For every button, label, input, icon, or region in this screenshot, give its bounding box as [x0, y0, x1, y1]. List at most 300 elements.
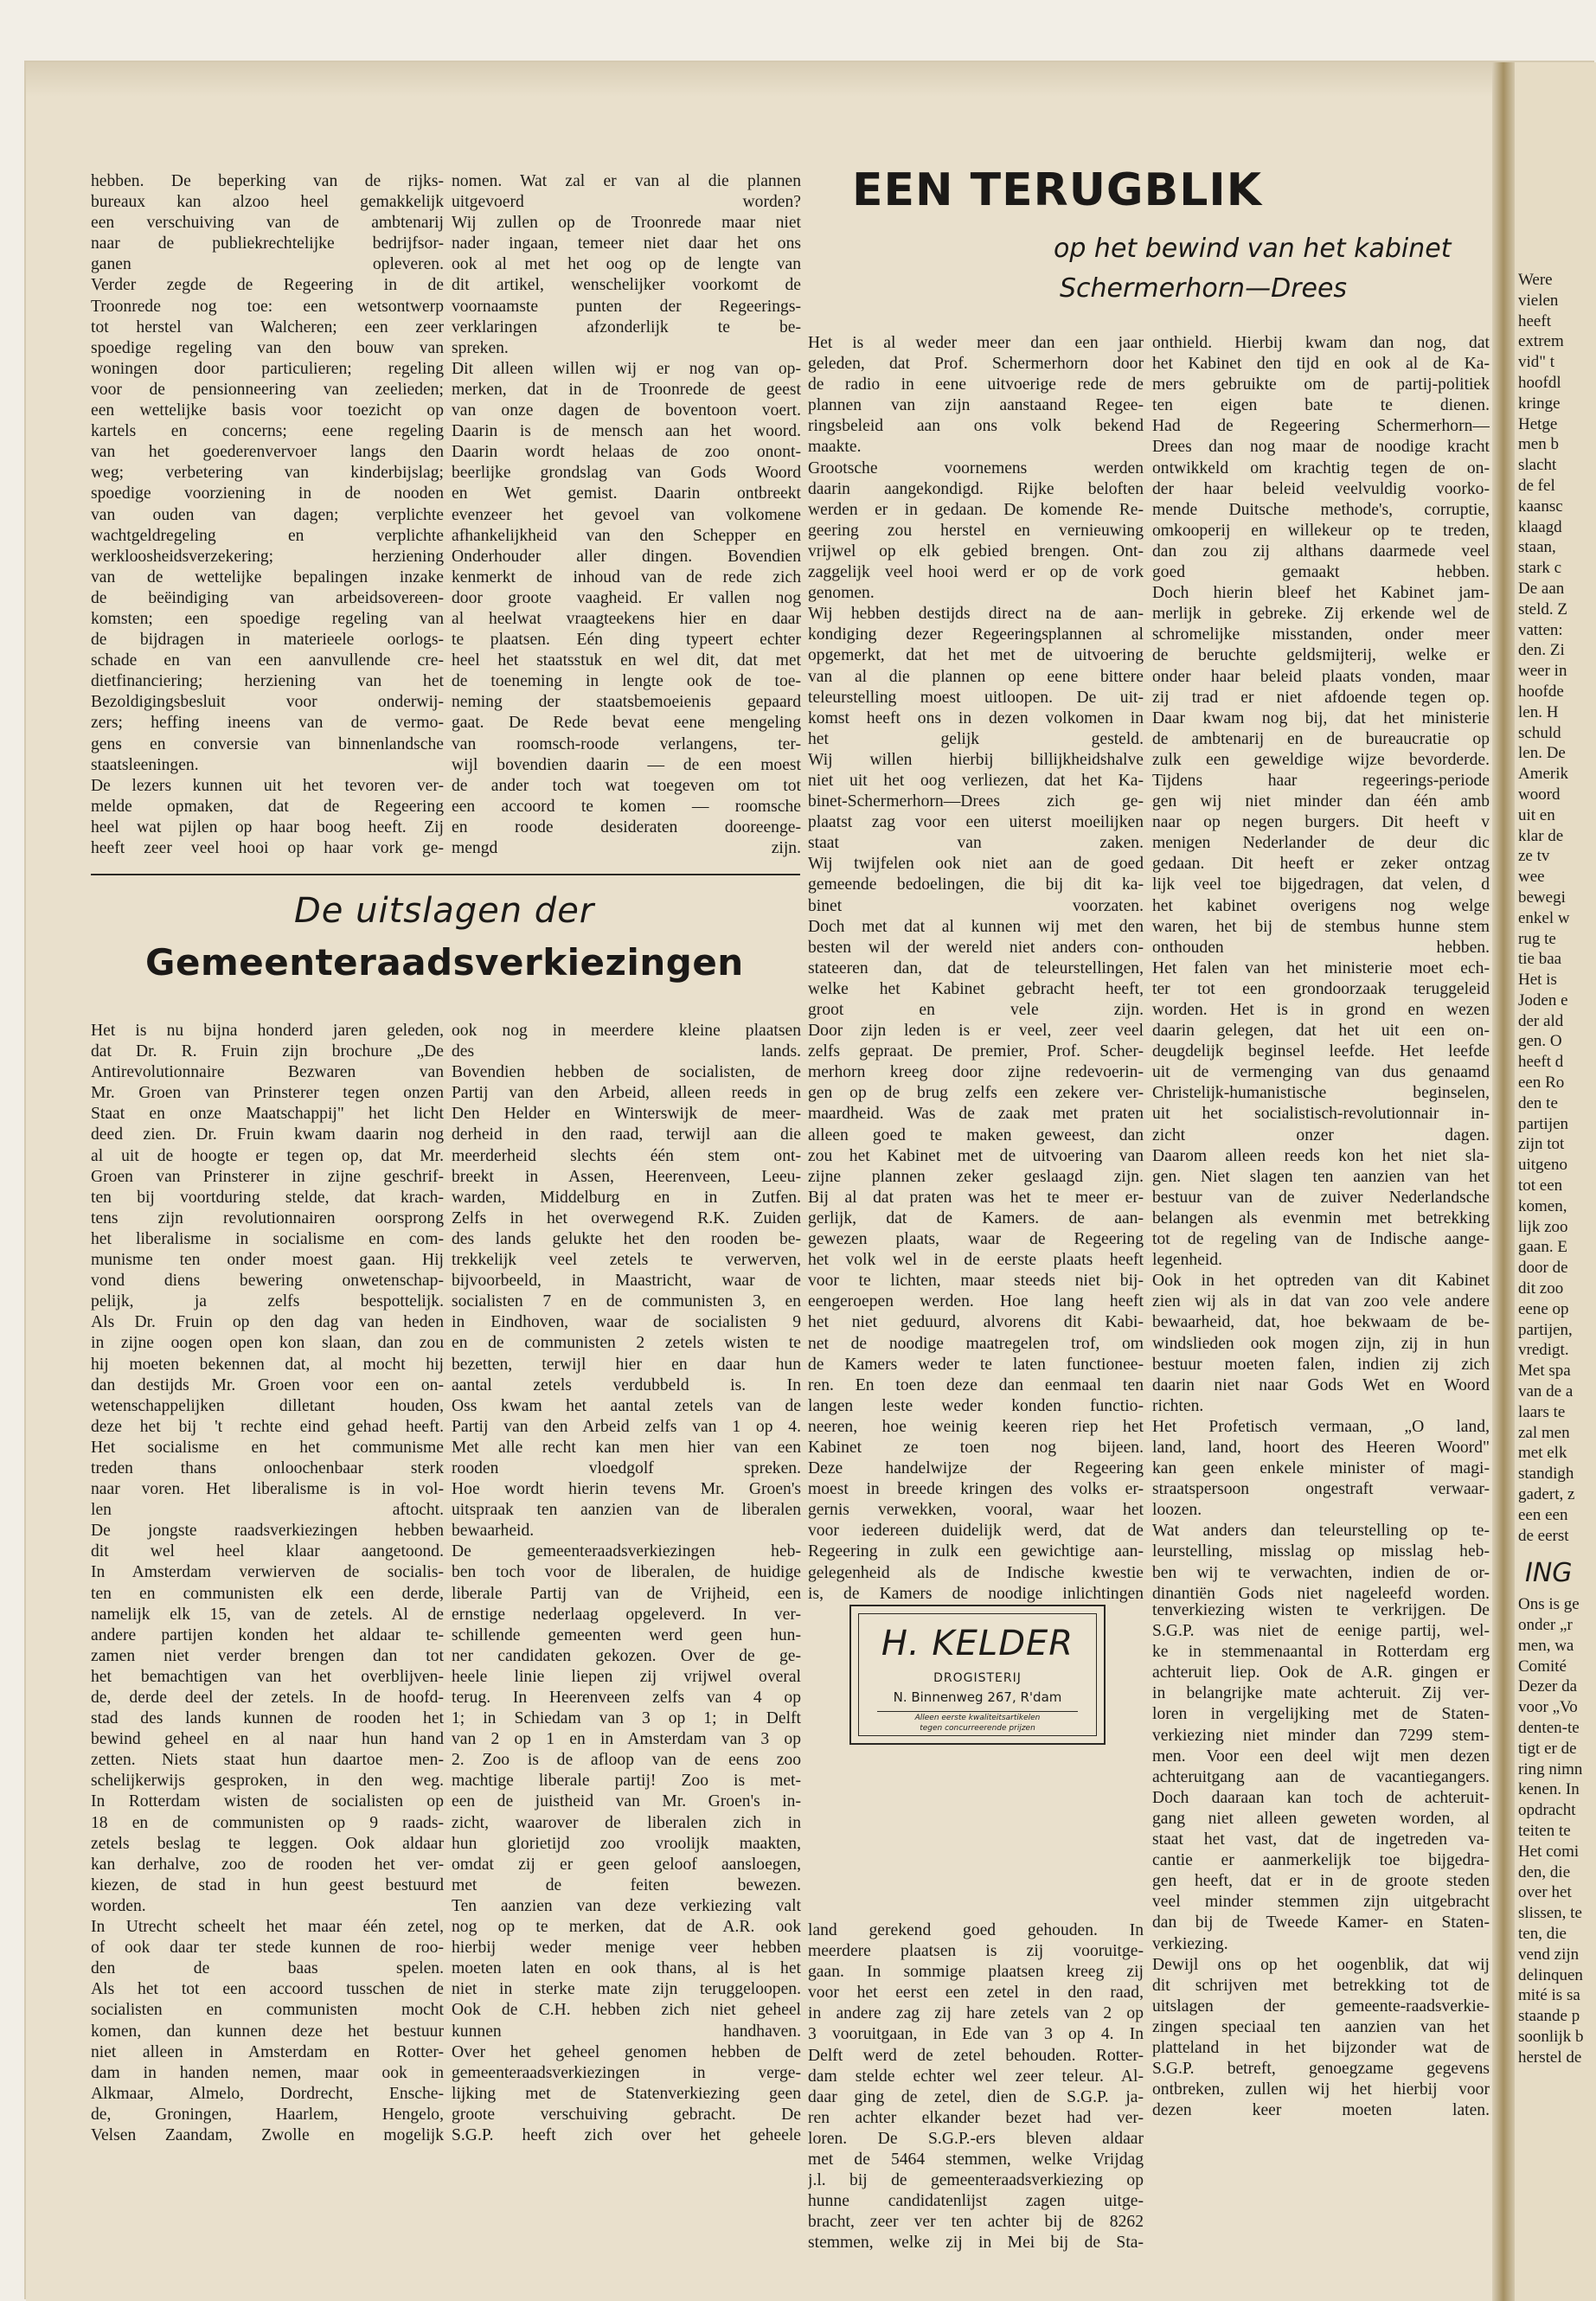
- text-line: hij moeten bekennen dat, al mocht hij: [91, 1355, 444, 1374]
- fragment-line: kenen. In: [1518, 1780, 1580, 1799]
- text-line: lijk veel toe bijgedragen, dat velen, d: [1152, 875, 1490, 894]
- text-line: 18 en de communisten op 9 raads-: [91, 1813, 444, 1832]
- text-line: moest in breede kringen des volks er-: [808, 1480, 1144, 1499]
- text-line: in belangrijke mate achteruit. Zij ver-: [1152, 1684, 1490, 1703]
- fragment-line: met elk: [1518, 1444, 1567, 1463]
- text-line: genomen.: [808, 584, 875, 603]
- text-line: worden.: [91, 1896, 146, 1915]
- text-line: net de noodige maatregelen trof, om: [808, 1334, 1144, 1353]
- text-line: aantal zetels verdubbeld is. In: [452, 1375, 801, 1394]
- fragment-line: zijn tot: [1518, 1135, 1565, 1154]
- fragment-line: een Ro: [1518, 1074, 1565, 1093]
- text-line: langen leste weder konden functio-: [808, 1396, 1144, 1415]
- text-line: zetten. Niets staat hun daartoe men-: [91, 1751, 444, 1770]
- text-line: Wij zullen op de Troonrede maar niet: [452, 214, 801, 233]
- text-line: S.G.P. was niet de eenige partij, wel-: [1152, 1622, 1490, 1641]
- text-line: waren, het bij de stembus hunne stem: [1152, 917, 1490, 936]
- text-line: den de baas spelen.: [91, 1959, 444, 1978]
- text-line: 2. Zoo is de afloop van de eens zoo: [452, 1751, 801, 1770]
- text-line: Als Dr. Fruin op den dag van heden: [91, 1313, 444, 1332]
- text-line: loren in vergelijking met de Staten-: [1152, 1705, 1490, 1724]
- text-line: verklaringen afzonderlijk te be-: [452, 317, 801, 336]
- text-line: zers; heffing ineens van de vermo-: [91, 714, 444, 733]
- text-line: De jongste raadsverkiezingen hebben: [91, 1522, 444, 1541]
- text-line: Het is nu bijna honderd jaren geleden,: [91, 1022, 444, 1040]
- fragment-line: Hetge: [1518, 414, 1558, 433]
- fragment-line: door de: [1518, 1259, 1568, 1278]
- text-line: de, Groningen, Haarlem, Hengelo,: [91, 2105, 444, 2124]
- text-line: dat Dr. R. Fruin zijn brochure „De: [91, 1042, 444, 1061]
- text-line: Het falen van het ministerie moet ech-: [1152, 958, 1490, 977]
- fragment-line: partijen,: [1518, 1320, 1573, 1339]
- text-line: gen heeft, dat er in de groote steden: [1152, 1872, 1490, 1891]
- text-line: uitgevoerd worden?: [452, 193, 801, 212]
- text-line: de bijdragen in materieele oorlogs-: [91, 631, 444, 650]
- text-line: Daarom alleen reeds kon het niet sla-: [1152, 1146, 1490, 1165]
- text-line: machtige liberale partij! Zoo is met-: [452, 1772, 801, 1791]
- text-line: schromelijke misstanden, onder meer: [1152, 625, 1490, 644]
- text-line: heel het staatsstuk en wel dit, dat met: [452, 651, 801, 670]
- text-line: In Amsterdam verwierven de socialis-: [91, 1563, 444, 1582]
- text-line: met de feiten bewezen.: [452, 1875, 801, 1894]
- text-line: werkloosheidsverzekering; herziening: [91, 547, 444, 566]
- fragment-line: mité is sa: [1518, 1986, 1580, 2005]
- text-line: met de 5464 stemmen, welke Vrijdag: [808, 2150, 1144, 2170]
- text-line: Wij willen hierbij billijkheidshalve: [808, 750, 1144, 769]
- fragment-line: ING: [1525, 1558, 1573, 1589]
- text-line: vond diens bewering onwetenschap-: [91, 1272, 444, 1291]
- text-line: ontbreken, zullen wij het hierbij voor: [1152, 2080, 1490, 2099]
- article1-column-2: [1152, 333, 1490, 1605]
- text-line: voor te lichten, maar steeds niet bij-: [808, 1272, 1144, 1291]
- text-line: in andere zag zij hare zetels van 2 op: [808, 2004, 1144, 2023]
- fragment-line: tie baa: [1518, 950, 1562, 969]
- text-line: Bovendien hebben de socialisten, de: [452, 1063, 801, 1082]
- text-line: nog op te merken, dat de A.R. ook: [452, 1918, 801, 1937]
- advertisement-kelder: [849, 1605, 1106, 1745]
- text-line: Bij al dat praten was het te meer er-: [808, 1188, 1144, 1207]
- text-line: tens zijn revolutionnairen oorsprong: [91, 1208, 444, 1227]
- text-line: van roomsch-roode verlangens, ter-: [452, 734, 801, 753]
- fragment-line: een een: [1518, 1505, 1568, 1524]
- fragment-line: ring nimn: [1518, 1759, 1583, 1779]
- fragment-line: staande p: [1518, 2007, 1580, 2026]
- text-line: het gelijk gesteld.: [808, 729, 1144, 748]
- text-line: van ouden van dagen; verplichte: [91, 505, 444, 524]
- fragment-line: teiten te: [1518, 1821, 1571, 1840]
- text-line: dit wel heel klaar aangetoond.: [91, 1542, 444, 1561]
- text-line: spoedige voorziening in de nooden: [91, 484, 444, 503]
- text-line: komst heeft ons in dezen volkomen in: [808, 708, 1144, 727]
- text-line: Delft werd de zetel behouden. Rotter-: [808, 2046, 1144, 2065]
- next-page-strip: [1515, 62, 1596, 2301]
- fragment-line: heeft: [1518, 311, 1551, 330]
- text-line: plannen van zijn aanstaand Regee-: [808, 396, 1144, 415]
- fragment-line: hoofde: [1518, 682, 1564, 701]
- text-line: neming der staatsbemoeienis gepaard: [452, 693, 801, 712]
- text-line: lijking met de Statenverkiezing geen: [452, 2084, 801, 2103]
- fragment-line: de eerst: [1518, 1526, 1569, 1545]
- text-line: de toeneming in lengte ook de toe-: [452, 672, 801, 691]
- text-line: ten en communisten elk een derde,: [91, 1584, 444, 1603]
- text-line: ner candidaten gekozen. Over de ge-: [452, 1646, 801, 1665]
- text-line: merken, dat in de Troonrede de geest: [452, 380, 801, 399]
- text-line: de beëindiging van arbeidsovereen-: [91, 588, 444, 607]
- text-line: ben toch voor de liberalen, de huidige: [452, 1563, 801, 1582]
- fragment-line: stark c: [1518, 559, 1562, 578]
- text-line: dam stelde echter wel zeer teleur. Al-: [808, 2067, 1144, 2086]
- fragment-line: gadert, z: [1518, 1485, 1575, 1504]
- text-line: stemmen, welke zij in Mei bij de Sta-: [808, 2234, 1144, 2253]
- text-line: schade en van een aanvullende cre-: [91, 651, 444, 670]
- text-line: Zelfs in het overwegend R.K. Zuiden: [452, 1208, 801, 1227]
- fragment-line: rug te: [1518, 929, 1556, 948]
- text-line: maakte.: [808, 438, 862, 457]
- fragment-line: slacht: [1518, 456, 1557, 475]
- text-line: de beruchte geldsmijterij, welke er: [1152, 646, 1490, 665]
- text-line: zien wij als in dat van zoo vele andere: [1152, 1292, 1490, 1311]
- text-line: in zijne oogen open kon slaan, dan zou: [91, 1334, 444, 1353]
- text-line: worden. Het is in grond en wezen: [1152, 1001, 1490, 1019]
- text-line: voor de pensionneering van zeelieden;: [91, 380, 444, 399]
- text-line: plaatst zag voor een uiterst moeilijken: [808, 813, 1144, 832]
- fragment-line: len. De: [1518, 744, 1566, 763]
- text-line: ontwikkeld om krachtig tegen de on-: [1152, 458, 1490, 478]
- text-line: gens en conversie van binnenlandsche: [91, 734, 444, 753]
- text-line: treden thans onloochenbaar sterk: [91, 1458, 444, 1477]
- text-line: bureaux kan alzoo heel gemakkelijk: [91, 193, 444, 212]
- text-line: S.G.P. heeft zich over het geheele: [452, 2125, 801, 2144]
- text-line: merhorn kreeg door zijne redevoerin-: [808, 1063, 1144, 1082]
- fragment-line: denten-te: [1518, 1718, 1580, 1737]
- text-line: loozen.: [1152, 1501, 1202, 1520]
- text-line: de ander toch wat toegeven om tot: [452, 776, 801, 795]
- text-line: hebben. De beperking van de rijks-: [91, 172, 444, 190]
- text-line: gewezen plaats, waar de Regeering: [808, 1230, 1144, 1249]
- text-line: j.l. bij de gemeenteraadsverkiezing op: [808, 2171, 1144, 2190]
- column-2-top: [452, 171, 801, 859]
- fragment-line: heeft d: [1518, 1053, 1564, 1072]
- text-line: zingen speciaal ten aanzien van het: [1152, 2017, 1490, 2036]
- text-line: stateeren dan, dat de teleurstellingen,: [808, 958, 1144, 977]
- text-line: legenheid.: [1152, 1251, 1223, 1270]
- fragment-line: vid" t: [1518, 353, 1555, 372]
- text-line: namelijk elk 15, van de zetels. Al de: [91, 1605, 444, 1624]
- text-line: de Kamers weder te laten functionee-: [808, 1355, 1144, 1374]
- fragment-line: zal men: [1518, 1423, 1570, 1442]
- text-line: meerderheid slechts één stem ont-: [452, 1146, 801, 1165]
- text-line: Grootsche voornemens werden: [808, 458, 1144, 478]
- text-line: Tijdens haar regeerings-periode: [1152, 771, 1490, 790]
- text-line: binet voorzaten.: [808, 896, 1144, 915]
- text-line: Als het tot een accoord tusschen de: [91, 1980, 444, 1999]
- text-line: gaat. De Rede bevat eene mengeling: [452, 714, 801, 733]
- text-line: staat het vast, dat de ingetreden va-: [1152, 1830, 1490, 1849]
- fragment-line: partijen: [1518, 1114, 1569, 1133]
- text-line: het kabinet overigens nog welge: [1152, 896, 1490, 915]
- fragment-line: standigh: [1518, 1465, 1574, 1484]
- text-line: al heelwat vraagteekens hier en daar: [452, 609, 801, 628]
- text-line: hierbij weder menige veer hebben: [452, 1939, 801, 1958]
- fragment-line: laars te: [1518, 1402, 1566, 1421]
- text-line: daarin gelegen, dat het uit een on-: [1152, 1022, 1490, 1041]
- text-line: besten wil der wereld niet anders con-: [808, 938, 1144, 957]
- text-line: tot de regeling van de Indische aange-: [1152, 1230, 1490, 1249]
- fragment-line: opdracht: [1518, 1801, 1576, 1820]
- fragment-line: herstel de: [1518, 2048, 1582, 2067]
- text-line: ook nog in meerdere kleine plaatsen: [452, 1022, 801, 1040]
- text-line: wetenschappelijken dilletant houden,: [91, 1396, 444, 1415]
- text-line: omkooperij en willekeur op te treden,: [1152, 521, 1490, 540]
- text-line: weg; verbetering van kinderbijslag;: [91, 464, 444, 483]
- text-line: Het is al weder meer dan een jaar: [808, 334, 1144, 352]
- text-line: van onze dagen de boventoon voert.: [452, 401, 801, 420]
- fragment-line: men, wa: [1518, 1636, 1574, 1655]
- text-line: groote verschuiving gebracht. De: [452, 2105, 801, 2124]
- article-subtitle-line-1: op het bewind van het kabinet: [1054, 234, 1452, 264]
- fragment-line: vatten:: [1518, 620, 1563, 639]
- text-line: gang niet alleen geweten worden, al: [1152, 1809, 1490, 1828]
- text-line: Wij twijfelen ook niet aan de goed: [808, 855, 1144, 874]
- text-line: Groen van Prinsterer in zijne geschrif-: [91, 1167, 444, 1186]
- text-line: De gemeenteraadsverkiezingen heb-: [452, 1542, 801, 1561]
- text-line: Bezoldigingsbesluit voor onderwij-: [91, 693, 444, 712]
- fragment-line: gaan. E: [1518, 1238, 1567, 1257]
- text-line: alleen goed te maken geweest, dan: [808, 1125, 1144, 1144]
- text-line: kan derhalve, zoo de rooden het ver-: [91, 1855, 444, 1874]
- text-line: het Kabinet den tijd en ook al de Ka-: [1152, 355, 1490, 374]
- ad-line-2: N. Binnenweg 267, R'dam: [893, 1689, 1062, 1705]
- text-line: stad des lands kunnen de rooden het: [91, 1709, 444, 1728]
- text-line: al uit de hoogte er tegen op, dat Mr.: [91, 1146, 444, 1165]
- text-line: werden er in gedaan. De komende Re-: [808, 500, 1144, 519]
- text-line: des lands gelukte het den rooden be-: [452, 1229, 801, 1248]
- text-line: Deze handelwijze der Regeering: [808, 1459, 1144, 1478]
- text-line: Kabinet ze toen nog bijeen.: [808, 1438, 1144, 1457]
- text-line: hun glorietijd zoo vroolijk maakten,: [452, 1834, 801, 1853]
- fragment-line: uitgeno: [1518, 1156, 1567, 1175]
- fragment-line: ten, die: [1518, 1924, 1567, 1943]
- text-line: Regeering in zulk een gewichtige aan-: [808, 1542, 1144, 1561]
- text-line: Partij van den Arbeid, alleen reeds in: [452, 1084, 801, 1103]
- text-line: is, de Kamers de noodige inlichtingen: [808, 1584, 1144, 1603]
- text-line: bestuur moeten falen, indien zij zich: [1152, 1355, 1490, 1374]
- text-line: of ook daar ter stede kunnen de roo-: [91, 1939, 444, 1958]
- fragment-line: vend zijn: [1518, 1945, 1580, 1964]
- text-line: Wij hebben destijds direct na de aan-: [808, 605, 1144, 624]
- divider-rule: [91, 874, 800, 875]
- fragment-line: Het comi: [1518, 1842, 1580, 1861]
- text-line: de ambtenarij en de bureaucratie op: [1152, 729, 1490, 748]
- fragment-line: gen. O: [1518, 1032, 1562, 1051]
- text-line: welke het Kabinet gebracht heeft,: [808, 979, 1144, 998]
- text-line: door groote vaagheid. Er vallen nog: [452, 588, 801, 607]
- text-line: onthouden hebben.: [1152, 938, 1490, 957]
- text-line: een accoord te komen — roomsche: [452, 797, 801, 816]
- text-line: Hoe wordt hierin tevens Mr. Groen's: [452, 1480, 801, 1499]
- text-line: Daarin wordt helaas de zoo onont-: [452, 443, 801, 462]
- text-line: bracht, zeer ver ten achter bij de 8262: [808, 2213, 1144, 2232]
- text-line: veel minder stemmen zijn uitgebracht: [1152, 1893, 1490, 1912]
- text-line: heel wat pijlen op haar boog heeft. Zij: [91, 817, 444, 836]
- text-line: Ook in het optreden van dit Kabinet: [1152, 1272, 1490, 1291]
- text-line: uitspraak ten aanzien van de liberalen: [452, 1501, 801, 1520]
- article-headline: EEN TERUGBLIK: [852, 164, 1263, 216]
- fragment-line: delinquen: [1518, 1965, 1583, 1984]
- text-line: wachtgeldregeling en verplichte: [91, 526, 444, 545]
- text-line: het volk wel in de eerste plaats heeft: [808, 1251, 1144, 1270]
- text-line: S.G.P. betreft, genoegzame gegevens: [1152, 2060, 1490, 2079]
- text-line: ren. En toen deze dan eenmaal ten: [808, 1375, 1144, 1394]
- text-line: zamen niet verder brengen dan tot: [91, 1646, 444, 1665]
- fragment-line: ze tv: [1518, 847, 1550, 866]
- text-line: straatspersoon ongestraft verwaar-: [1152, 1480, 1490, 1499]
- text-line: mengd zijn.: [452, 839, 801, 857]
- text-line: mers gebruikte om de partij-politiek: [1152, 375, 1490, 394]
- text-line: Het Profetisch vermaan, „O land,: [1152, 1417, 1490, 1436]
- article2-column-2: [452, 1021, 801, 2146]
- text-line: hunne candidatenlijst zagen uitge-: [808, 2192, 1144, 2211]
- text-line: schillende gemeenten werd geen hun-: [452, 1625, 801, 1644]
- text-line: dietfinanciering; herziening van het: [91, 672, 444, 691]
- text-line: Velsen Zaandam, Zwolle en mogelijk: [91, 2125, 444, 2144]
- text-line: Over het geheel genomen hebben de: [452, 2042, 801, 2061]
- text-line: platteland in het bijzonder wat de: [1152, 2038, 1490, 2057]
- text-line: uit het socialistisch-revolutionnair in-: [1152, 1105, 1490, 1124]
- text-line: naar voren. Het liberalisme is in vol-: [91, 1480, 444, 1499]
- text-line: merlijk in gebreke. Zij erkende wel de: [1152, 605, 1490, 624]
- text-line: derheid in den raad, terwijl aan die: [452, 1125, 801, 1144]
- text-line: voor het eerst een zetel in den raad,: [808, 1984, 1144, 2003]
- text-line: staatsleeningen.: [91, 755, 199, 774]
- text-line: achteruitgang aan de vacantiegangers.: [1152, 1767, 1490, 1786]
- text-line: ernstige nederlaag opgeleverd. In ver-: [452, 1605, 801, 1624]
- fragment-line: de fel: [1518, 476, 1555, 495]
- text-line: wijl bovendien daarin — de een moest: [452, 755, 801, 774]
- text-line: vrijwel op elk gebied brengen. Ont-: [808, 542, 1144, 561]
- text-line: liberale Partij van de Vrijheid, een: [452, 1584, 801, 1603]
- fragment-line: men b: [1518, 435, 1559, 454]
- text-line: ganen opleveren.: [91, 255, 444, 274]
- fragment-line: slissen, te: [1518, 1904, 1582, 1923]
- text-line: Mr. Groen van Prinsterer tegen onzen: [91, 1084, 444, 1103]
- text-line: verkiezing.: [1152, 1934, 1228, 1953]
- fragment-line: enkel w: [1518, 908, 1570, 927]
- fragment-line: Dezer da: [1518, 1677, 1578, 1696]
- fragment-line: klar de: [1518, 826, 1564, 845]
- text-line: zijne plannen zeker geslaagd zijn.: [808, 1167, 1144, 1186]
- text-line: verkiezing niet minder dan 7299 stem-: [1152, 1726, 1490, 1745]
- text-line: dan zou zij althans daarmede veel: [1152, 542, 1490, 561]
- ad-line-4: tegen concurreerende prijzen: [920, 1724, 1035, 1733]
- text-line: komen, dan kunnen deze het bestuur: [91, 2022, 444, 2041]
- text-line: richten.: [1152, 1396, 1204, 1415]
- fragment-line: kringe: [1518, 394, 1561, 413]
- fragment-line: vredigt.: [1518, 1341, 1569, 1360]
- text-line: deed zien. Dr. Fruin kwam daarin nog: [91, 1125, 444, 1144]
- text-line: ke in stemmenaantal in Rotterdam erg: [1152, 1643, 1490, 1662]
- fragment-line: Het is: [1518, 971, 1557, 990]
- text-line: niet uit het oog verliezen, dat het Ka-: [808, 771, 1144, 790]
- text-line: het bemachtigen van het overblijven-: [91, 1667, 444, 1686]
- text-line: beerlijke grondslag van Gods Woord: [452, 464, 801, 483]
- text-line: pelijk, ja zelfs bespottelijk.: [91, 1292, 444, 1311]
- text-line: Doch met dat al kunnen wij met den: [808, 917, 1144, 936]
- text-line: In Rotterdam wisten de socialisten op: [91, 1792, 444, 1811]
- text-line: daar ging de zetel, dien de S.G.P. ja-: [808, 2087, 1144, 2106]
- fragment-line: wee: [1518, 868, 1545, 887]
- ad-line-1: DROGISTERIJ: [933, 1671, 1022, 1685]
- bottom-middle-column: [808, 1920, 1144, 2254]
- text-line: gerlijk, dat de Kamers. de aan-: [808, 1208, 1144, 1227]
- fragment-line: Amerik: [1518, 765, 1569, 784]
- ad-line-3: Alleen eerste kwaliteitsartikelen: [877, 1711, 1078, 1722]
- text-line: spoedige regeling van den bouw van: [91, 338, 444, 357]
- text-line: gemeende bedoelingen, die bij dit ka-: [808, 875, 1144, 894]
- text-line: zelfs gepraat. De premier, Prof. Scher-: [808, 1042, 1144, 1061]
- text-line: land, land, hoort des Heeren Woord": [1152, 1438, 1490, 1457]
- ad-name: H. KELDER: [881, 1624, 1074, 1663]
- text-line: Doch daaraan kan toch de achteruit-: [1152, 1788, 1490, 1807]
- text-line: kiezen, de stad in hun geest bestuurd: [91, 1875, 444, 1894]
- text-line: maardheid. Was de zaak met praten: [808, 1105, 1144, 1124]
- text-line: meerdere plaatsen is zij vooruitge-: [808, 1942, 1144, 1961]
- text-line: dit artikel, wenschelijker voorkomt de: [452, 276, 801, 295]
- fragment-line: den. Zi: [1518, 641, 1565, 660]
- text-line: In Utrecht scheelt het maar één zetel,: [91, 1918, 444, 1937]
- text-line: zicht, waarover de liberalen zich in: [452, 1813, 801, 1832]
- text-line: bezetten, terwijl hier en daar hun: [452, 1355, 801, 1374]
- fragment-line: steld. Z: [1518, 599, 1567, 619]
- fragment-line: tot een: [1518, 1176, 1563, 1195]
- text-line: zaggelijk veel hooi werd er op de vork: [808, 563, 1144, 582]
- text-line: gelegenheid als de Indische kwestie: [808, 1563, 1144, 1582]
- text-line: geering zou herstel en vernieuwing: [808, 521, 1144, 540]
- fragment-line: weer in: [1518, 662, 1567, 681]
- text-line: neeren, hoe weinig keeren riep het: [808, 1417, 1144, 1436]
- text-line: zulk een geweldige wijze bevorderde.: [1152, 750, 1490, 769]
- text-line: opgemerkt, dat het met de uitvoering: [808, 646, 1144, 665]
- text-line: uit de vermenging van dus genaamd: [1152, 1063, 1490, 1082]
- fragment-line: soonlijk b: [1518, 2027, 1584, 2046]
- text-line: De lezers kunnen uit het tevoren ver-: [91, 776, 444, 795]
- text-line: dam in handen nemen, maar ook in: [91, 2063, 444, 2082]
- text-line: zicht onzer dagen.: [1152, 1125, 1490, 1144]
- text-line: gen op de brug zelfs een zekere ver-: [808, 1084, 1144, 1103]
- text-line: onthield. Hierbij kwam dan nog, dat: [1152, 334, 1490, 352]
- text-line: zou het Kabinet met de uitvoering van: [808, 1146, 1144, 1165]
- fragment-line: klaagd: [1518, 517, 1562, 536]
- text-line: deze het bij 't rechte eind gehad heeft.: [91, 1417, 444, 1436]
- text-line: schelijkerwijs gesproken, in den weg.: [91, 1772, 444, 1791]
- fragment-line: kaansc: [1518, 497, 1563, 516]
- text-line: Troonrede nog toe: een wetsontwerp: [91, 297, 444, 316]
- text-line: menigen Nederlander de deur dic: [1152, 834, 1490, 853]
- text-line: de radio in eene uitvoerige rede de: [808, 375, 1144, 394]
- text-line: tenverkiezing wisten te verkrijgen. De: [1152, 1601, 1490, 1619]
- text-line: het liberalisme in socialisme en com-: [91, 1229, 444, 1248]
- fragment-line: Comité: [1518, 1657, 1567, 1676]
- text-line: Christelijk-humanistische beginselen,: [1152, 1084, 1490, 1103]
- article-title-line-1: De uitslagen der: [294, 891, 595, 931]
- text-line: teleurstelling moest uitloopen. De uit-: [808, 688, 1144, 707]
- text-line: van 2 op 1 en in Amsterdam van 3 op: [452, 1730, 801, 1749]
- text-line: onder haar beleid plaats vonden, maar: [1152, 667, 1490, 686]
- text-line: heele linie liepen zij vrijwel overal: [452, 1667, 801, 1686]
- fragment-line: dit zoo: [1518, 1279, 1564, 1298]
- text-line: geleden, dat Prof. Schermerhorn door: [808, 355, 1144, 374]
- text-line: belangen als evenmin met betrekking: [1152, 1208, 1490, 1227]
